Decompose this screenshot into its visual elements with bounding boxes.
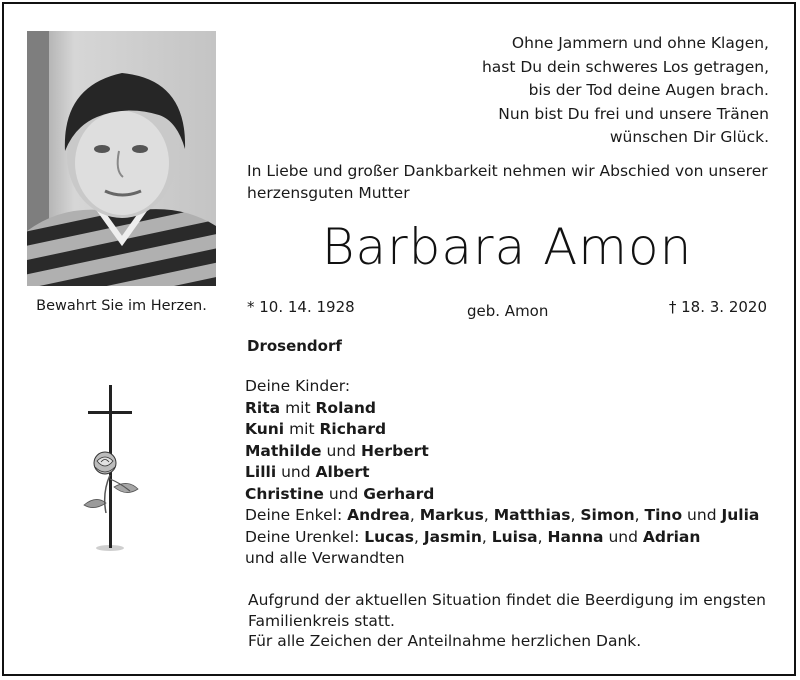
grandchild-name: Markus <box>419 506 484 524</box>
great-grandchild-name: Adrian <box>642 527 701 546</box>
partner-name: Gerhard <box>363 484 435 503</box>
child-name: Lilli <box>245 463 277 481</box>
poem-line: Nun bist Du frei und unsere Tränen <box>498 104 769 123</box>
child-entry: Christine und Gerhard <box>245 484 435 503</box>
memorial-poem <box>349 32 769 150</box>
child-entry: Kuni mit Richard <box>245 420 387 438</box>
grandchild-name: Matthias <box>493 506 571 524</box>
partner-name: Roland <box>315 398 376 417</box>
partner-name: Herbert <box>360 441 429 460</box>
grandchild-name: Simon <box>580 506 635 524</box>
closing-line: Für alle Zeichen der Anteilnahme herzlichen Dank. <box>248 632 642 650</box>
great-grandchild-name: Jasmin <box>423 527 482 546</box>
partner-name: Albert <box>315 463 370 481</box>
birth-date: * 10. 14. 1928 <box>247 298 355 316</box>
child-name: Rita <box>245 398 281 417</box>
intro-line: herzensguten Mutter <box>247 184 410 202</box>
intro-line: In Liebe und großer Dankbarkeit nehmen wir Abschied von unserer <box>247 162 768 180</box>
poem-line: bis der Tod deine Augen brach. <box>528 81 769 99</box>
closing-text <box>248 590 778 652</box>
grandchild-name: Andrea <box>347 506 410 524</box>
death-date: † 18. 3. 2020 <box>668 298 767 316</box>
family-list <box>245 376 759 570</box>
intro-text <box>247 160 777 204</box>
photo-caption: Bewahrt Sie im Herzen. <box>36 298 207 314</box>
great-grandchild-name: Hanna <box>547 527 604 546</box>
maiden-name: geb. Amon <box>467 302 549 320</box>
great-grandchild-name: Lucas <box>364 527 415 546</box>
child-entry: Rita mit Roland <box>245 398 376 417</box>
poem-line: Ohne Jammern und ohne Klagen, <box>511 34 769 52</box>
poem-line: hast Du dein schweres Los getragen, <box>481 57 769 76</box>
poem-line: wünschen Dir Glück. <box>609 128 769 146</box>
grandchild-name: Julia <box>721 506 760 524</box>
portrait-photo <box>27 31 216 286</box>
grandchildren-label: Deine Enkel: <box>245 506 343 524</box>
deceased-name: Barbara Amon <box>321 218 693 276</box>
cross-with-rose-icon <box>76 383 146 553</box>
child-name: Mathilde <box>245 441 322 460</box>
grandchild-name: Tino <box>644 506 683 524</box>
child-entry: Lilli und Albert <box>245 463 370 481</box>
child-name: Christine <box>245 484 324 503</box>
great-grandchildren-line: Deine Urenkel: Lucas, Jasmin, Luisa, Hanna und Adrian <box>245 527 701 546</box>
place-name: Drosendorf <box>247 337 342 355</box>
child-entry: Mathilde und Herbert <box>245 441 429 460</box>
closing-line: Aufgrund der aktuellen Situation findet die Beerdigung im engsten <box>248 591 766 609</box>
great-grandchild-name: Luisa <box>491 527 538 546</box>
relatives-line: und alle Verwandten <box>245 549 405 567</box>
grandchildren-line: Deine Enkel: Andrea, Markus, Matthias, Simon, Tino und Julia <box>245 506 760 524</box>
child-name: Kuni <box>245 420 285 438</box>
great-grandchildren-label: Deine Urenkel: <box>245 527 360 546</box>
partner-name: Richard <box>319 420 387 438</box>
closing-line: Familienkreis statt. <box>248 611 395 630</box>
children-label: Deine Kinder: <box>245 377 351 395</box>
